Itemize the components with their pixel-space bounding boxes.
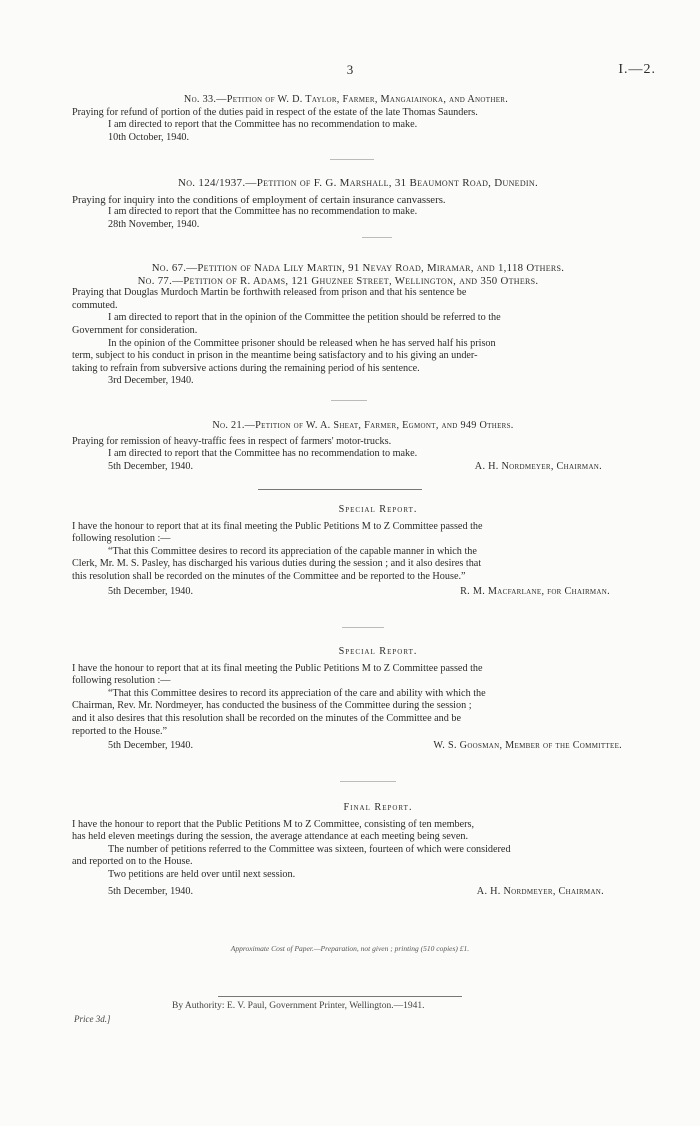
- divider: [331, 400, 367, 401]
- divider: [258, 489, 422, 490]
- final-report: [72, 802, 630, 899]
- chairman-signature: A. H. Nordmeyer, Chairman.: [474, 460, 602, 472]
- signature-row: [86, 586, 630, 599]
- report-date: 5th December, 1940.: [108, 885, 194, 897]
- report-line: Two petitions are held over until next session.: [108, 868, 296, 880]
- section-title: Special Report.: [338, 504, 418, 515]
- price-note: Price 3d.]: [74, 1014, 111, 1024]
- petition-date: 10th October, 1940.: [108, 131, 190, 143]
- report-line: following resolution :—: [72, 675, 171, 687]
- petition-prayer: Praying for remission of heavy-traffic fees in respect of farmers' motor-trucks.: [72, 435, 392, 447]
- report-line: following resolution :—: [72, 533, 171, 545]
- divider: [340, 781, 396, 782]
- resolution-line: reported to the House.”: [72, 725, 168, 737]
- signature-row: [86, 461, 630, 474]
- petition-date: 3rd December, 1940.: [108, 375, 194, 387]
- report-line: The number of petitions referred to the Committee was sixteen, fourteen of which were considered: [108, 843, 511, 855]
- page-number: 3: [346, 62, 354, 77]
- resolution-line: Clerk, Mr. M. S. Pasley, has discharged his various duties during the session ; and it also desires that: [72, 558, 482, 570]
- petition-prayer: Praying for inquiry into the conditions of employment of certain insurance canvassers.: [72, 193, 446, 206]
- report-signature: A. H. Nordmeyer, Chairman.: [476, 885, 604, 897]
- resolution-line: and it also desires that this resolution shall be recorded on the minutes of the Committee and be: [72, 712, 462, 724]
- petition-opinion: In the opinion of the Committee prisoner should be released when he has served half his prison: [108, 337, 496, 349]
- report-line: and reported on to the House.: [72, 856, 193, 868]
- divider: [342, 627, 384, 628]
- petition-report-cont: Government for consideration.: [72, 324, 198, 336]
- report-line: has held eleven meetings during the session, the average attendance at each meeting being seven.: [72, 831, 469, 843]
- resolution-line: Chairman, Rev. Mr. Nordmeyer, has conducted the business of the Committee during the session ;: [72, 700, 472, 712]
- petition-heading: No. 67.—Petition of Nada Lily Martin, 91 Nevay Road, Miramar, and 1,118 Others.: [151, 262, 565, 274]
- divider: [362, 237, 392, 238]
- petition-prayer: Praying that Douglas Murdoch Martin be forthwith released from prison and that his sentence be: [72, 287, 467, 299]
- petition-opinion-cont: taking to refrain from subversive actions during the remaining period of his sentence.: [72, 362, 420, 374]
- report-line: I have the honour to report that the Public Petitions M to Z Committee, consisting of ten members,: [72, 818, 475, 830]
- cost-of-paper-note: Approximate Cost of Paper.—Preparation, not given ; printing (510 copies) £1.: [230, 944, 470, 953]
- petition-prayer-cont: commuted.: [72, 299, 118, 311]
- petition-report: I am directed to report that the Committee has no recommendation to make.: [108, 448, 418, 460]
- report-date: 5th December, 1940.: [108, 740, 194, 752]
- petition-prayer: Praying for refund of portion of the duties paid in respect of the estate of the late Thomas Saunders.: [72, 106, 478, 118]
- section-title: Special Report.: [338, 646, 418, 657]
- special-report-clerk: [72, 504, 630, 599]
- petition-heading: No. 33.—Petition of W. D. Taylor, Farmer, Mangaiainoka, and Another.: [183, 94, 509, 105]
- petition-opinion-cont: term, subject to his conduct in prison in the meantime being satisfactory and to his giving an under-: [72, 350, 478, 362]
- resolution-line: “That this Committee desires to record its appreciation of the capable manner in which the: [108, 545, 477, 557]
- petition-21: [72, 420, 630, 474]
- divider: [330, 159, 374, 160]
- report-signature: R. M. Macfarlane, for Chairman.: [460, 585, 610, 597]
- petition-date: 28th November, 1940.: [108, 218, 200, 230]
- document-reference: I.—2.: [618, 62, 656, 77]
- petition-report: I am directed to report that in the opinion of the Committee the petition should be referred to the: [108, 312, 501, 324]
- special-report-chairman: [72, 646, 630, 753]
- resolution-line: this resolution shall be recorded on the minutes of the Committee and be reported to the House.”: [72, 570, 466, 582]
- petition-67-77: [72, 262, 630, 388]
- footer-rule: [218, 996, 462, 997]
- petition-33: [72, 94, 630, 144]
- report-line: I have the honour to report that at its final meeting the Public Petitions M to Z Committee passed the: [72, 662, 483, 674]
- petition-124-1937: [72, 177, 630, 231]
- petition-heading: No. 21.—Petition of W. A. Sheat, Farmer, Egmont, and 949 Others.: [212, 420, 514, 431]
- petition-report: I am directed to report that the Committee has no recommendation to make.: [108, 206, 418, 218]
- resolution-line: “That this Committee desires to record its appreciation of the care and ability with which the: [108, 687, 486, 699]
- petition-date: 5th December, 1940.: [108, 460, 194, 472]
- petition-heading: No. 124/1937.—Petition of F. G. Marshall, 31 Beaumont Road, Dunedin.: [177, 177, 539, 189]
- signature-row: [86, 740, 630, 753]
- printer-authority: By Authority: E. V. Paul, Government Printer, Wellington.—1941.: [172, 1001, 425, 1011]
- petition-report: I am directed to report that the Committee has no recommendation to make.: [108, 119, 418, 131]
- signature-row: [86, 886, 630, 899]
- report-signature: W. S. Goosman, Member of the Committee.: [433, 740, 622, 752]
- report-date: 5th December, 1940.: [108, 585, 194, 597]
- report-line: I have the honour to report that at its final meeting the Public Petitions M to Z Committee passed the: [72, 520, 483, 532]
- section-title: Final Report.: [343, 802, 413, 813]
- petition-heading-secondary: No. 77.—Petition of R. Adams, 121 Ghuznee Street, Wellington, and 350 Others.: [137, 274, 539, 287]
